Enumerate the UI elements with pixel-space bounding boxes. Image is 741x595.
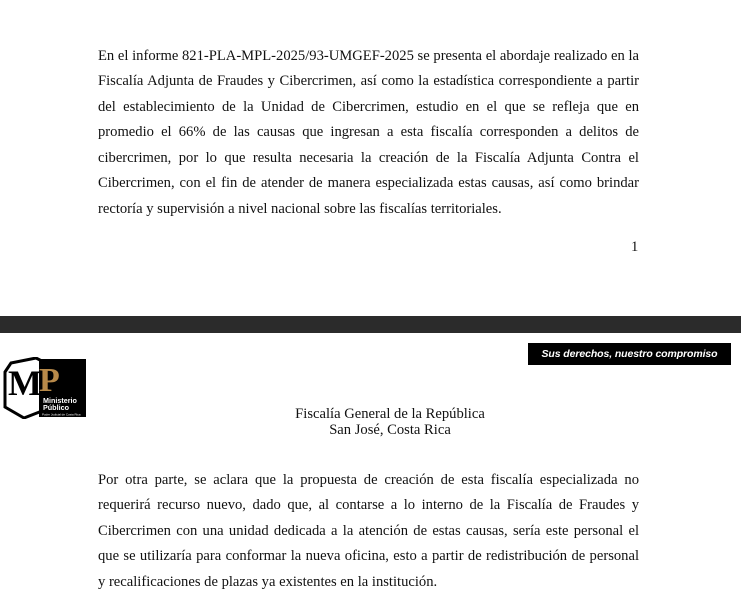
letterhead [250, 406, 530, 438]
logo-line2: Público [43, 403, 69, 412]
page-number: 1 [631, 239, 639, 255]
ministerio-publico-logo [2, 357, 88, 419]
logo-m-letter: M [8, 363, 42, 403]
page-1-paragraph: En el informe 821-PLA-MPL-2025/93-UMGEF-2025 se presenta el abordaje realizado en la Fiscalía Adjunta de Fraudes y Cibercrimen, así como la estadística correspondiente a partir del establecimiento de la Unidad de Cibercrimen, estudio en el que se refleja que en promedio el 66% de las causas que ingresan a esta fiscalía corresponden a delitos de cibercrimen, por lo que resulta necesaria la creación de la Fiscalía Adjunta Contra el Cibercrimen, con el fin de atender de manera especializada estas causas, así como brindar rectoría y supervisión a nivel nacional sobre las fiscalías territoriales. [98, 47, 639, 217]
organization-location: San José, Costa Rica [329, 422, 451, 438]
logo-line1: Ministerio [43, 396, 77, 405]
logo-p-letter: P [39, 362, 60, 399]
page-2-paragraph: Por otra parte, se aclara que la propuesta de creación de esta fiscalía especializada no requerirá recurso nuevo, dado que, al contarse a lo interno de la Fiscalía de Fraudes y Cibercrimen con una unidad dedicada a la atención de estas causas, sería este personal el que se utilizaría para conformar la nueva oficina, esto a partir de redistribución de personal y recalificaciones de plazas ya existentes en la institución. [98, 471, 639, 590]
slogan-banner: Sus derechos, nuestro compromiso [528, 343, 731, 365]
page-divider [0, 316, 741, 333]
logo-line3: Poder Judicial de Costa Rica [42, 412, 81, 417]
organization-name: Fiscalía General de la República [295, 406, 485, 422]
